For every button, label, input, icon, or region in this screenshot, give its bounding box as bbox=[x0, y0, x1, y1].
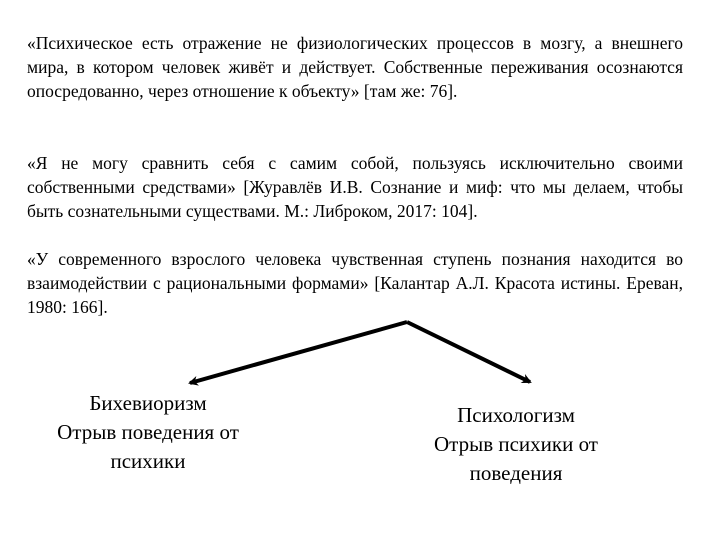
left-arrow bbox=[190, 322, 407, 383]
behaviorism-line-2: психики bbox=[110, 449, 186, 473]
quote-paragraph-1: «Психическое есть отражение не физиологических процессов в мозгу, а внешнего мира, в котором человек живёт и действует. Собственные переживания осознаются опосредованно, через отношение к объекту» [там же: 76]. bbox=[27, 33, 683, 101]
psychologism-line-2: поведения bbox=[469, 461, 563, 485]
behaviorism-line-1: Отрыв поведения от bbox=[57, 420, 239, 444]
behaviorism-title: Бихевиоризм bbox=[89, 391, 207, 415]
psychologism-title: Психологизм bbox=[457, 403, 575, 427]
psychologism-block bbox=[400, 401, 632, 488]
right-arrow bbox=[407, 322, 530, 382]
quote-paragraph-2: «Я не могу сравнить себя с самим собой, пользуясь исключительно своими собственными средствами» [Журавлёв И.В. Сознание и миф: что мы делаем, чтобы быть сознательными существами. М.: Либроком, 2017: 104]. bbox=[27, 153, 683, 221]
quote-paragraph-3: «У современного взрослого человека чувственная ступень познания находится во взаимодействии с рациональными формами» [Калантар А.Л. Красота истины. Ереван, 1980: 166]. bbox=[27, 249, 683, 317]
behaviorism-block bbox=[30, 389, 266, 476]
psychologism-line-1: Отрыв психики от bbox=[433, 432, 598, 456]
